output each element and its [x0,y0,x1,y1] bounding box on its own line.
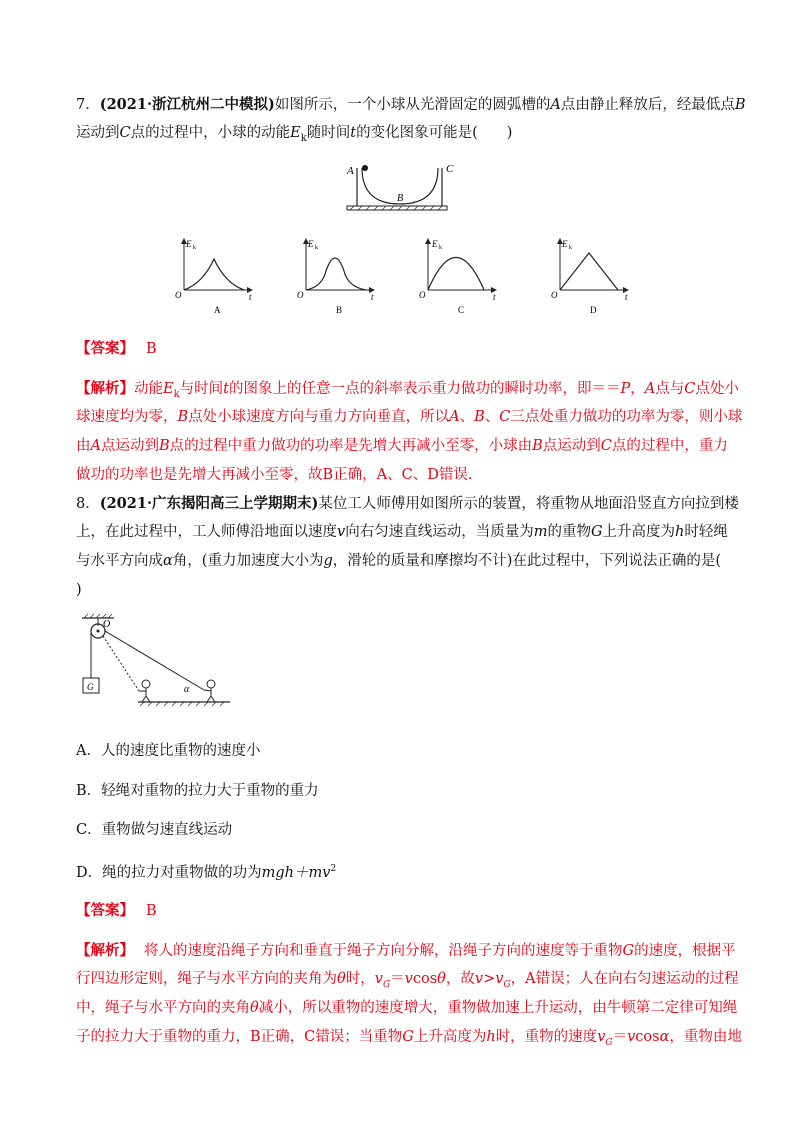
option-text: B．轻绳对重物的拉力大于重物的重力 [76,783,319,799]
question-7 [76,90,746,148]
analysis-var: B [158,438,170,454]
ball [362,165,368,171]
graph-label-t: t [625,292,628,302]
analysis-text: ，故 [445,971,475,987]
q8-text: 的重物 [547,524,591,540]
q8-var: α [163,553,173,569]
analysis-text: 时，重物的速度 [495,1029,598,1045]
analysis-text: 时， [345,971,375,987]
q7-text: 随时间 [306,125,351,141]
graph-label-o: O [419,290,426,300]
q7-text: 点由静止释放后，经最低点 [560,97,735,113]
q7-var: A [550,97,561,113]
analysis-var: v [474,971,484,987]
analysis-text: 点运动到 [542,438,601,454]
q7-text: 运动到 [76,125,120,141]
q7-groove-figure [340,158,458,216]
graph-label-o: O [551,290,558,300]
q8-var: m [533,524,548,540]
graph-a-curve [184,259,244,290]
analysis-label: 【解析】 [76,380,134,397]
fig-label-g: G [87,682,94,692]
q7-var: E [290,125,301,141]
fig-label-c: C [446,163,454,175]
graph-label-k: k [193,245,196,251]
q8-text: 某位工人师傅用如图所示的装置，将重物从地面沿竖直方向拉到楼 [318,496,739,512]
analysis-var: B [177,409,189,425]
q8-number: 8． [76,496,100,512]
graph-option-c: C [458,305,465,315]
q8-text: ) [76,582,82,598]
graph-label-ek: E [562,239,568,249]
analysis-var: θ [437,971,446,987]
option-text: D．绳的拉力对重物做的功为 [76,864,262,881]
graph-label-t: t [249,292,252,302]
graph-label-t: t [493,292,496,302]
graph-label-o: O [297,290,304,300]
analysis-text: cos [412,971,438,987]
analysis-text: 由 [76,438,91,454]
analysis-text: cos [635,1029,660,1045]
analysis-var: v [627,1029,636,1045]
analysis-var: A [90,438,101,454]
analysis-label: 【解析】 [76,942,134,959]
analysis-sub: G [605,1037,613,1048]
q8-var: G [590,524,603,540]
graph-b-curve [306,258,366,290]
q7-number: 7． [76,97,100,113]
analysis-sub: G [503,979,511,990]
analysis-text: 上升高度为 [413,1029,487,1045]
analysis-text: 行四边形定则，绳子与水平方向的夹角为 [76,971,337,987]
q7-analysis [76,374,743,490]
q8-var: h [675,524,685,540]
q7-text: 如图所示，一个小球从光滑固定的圆弧槽的 [274,97,551,113]
graph-label-ek: E [308,239,314,249]
analysis-var: α [659,1029,670,1045]
analysis-text: 的图象上的任意一点的斜率表示重力做功的瞬时功率，即＝＝ [228,381,621,397]
rope-solid [105,631,204,690]
q8-text: 上，在此过程中，工人师傅沿地面以速度 [76,524,337,540]
analysis-var: v [374,971,383,987]
analysis-text: > [483,971,496,987]
analysis-text: 点运动到 [100,438,159,454]
graph-b [297,239,374,315]
graph-label-ek: E [432,239,438,249]
q8-text: 与水平方向成 [76,553,163,569]
analysis-text: 与时间 [179,381,224,397]
analysis-text: 点的过程中，重力 [611,438,728,454]
rope-dotted [103,636,139,691]
q8-option-d [76,859,336,883]
q8-var: v [337,524,346,540]
q8-text: ，滑轮的质量和摩擦均不计)在此过程中，下列说法正确的是( [332,553,722,569]
analysis-text: 点与 [655,381,685,397]
analysis-var: C [499,409,511,425]
analysis-text: 、 [459,409,475,425]
analysis-sub: G [382,979,391,990]
person-1 [139,680,150,702]
analysis-var: v [495,971,504,987]
graph-label-t: t [371,292,374,302]
q7-text: 点的过程中，小球的动能 [130,125,291,141]
answer-label: 【答案】 [76,902,134,919]
q8-text: 角，(重力加速度大小为 [172,553,324,569]
fig-label-b: B [397,193,404,204]
analysis-text: 点的过程中重力做功的功率是先增大再减小至零，小球由 [169,438,533,454]
q8-text: 向右匀速直线运动，当质量为 [345,524,534,540]
analysis-var: P [620,381,631,397]
option-text: A．人的速度比重物的速度小 [76,743,261,759]
analysis-text: 、 [484,409,500,425]
analysis-text: ， [630,381,645,397]
option-text: C．重物做匀速直线运动 [76,822,233,838]
analysis-text: 的速度，根据平 [634,943,736,959]
q7-var: B [734,97,746,113]
analysis-text: 将人的速度沿绳子方向和垂直于绳子方向分解，沿绳子方向的速度等于重物 [144,943,623,959]
graph-label-k: k [439,245,442,251]
option-sup: 2 [330,864,337,874]
analysis-var: B [474,409,485,425]
answer-value: B [146,903,157,919]
analysis-var: v [597,1029,606,1045]
analysis-text: 动能 [134,381,163,397]
analysis-text: ，A错误；人在向右匀速运动的过程 [510,971,739,987]
graph-a [175,239,252,315]
analysis-var: G [402,1029,414,1045]
analysis-var: B [532,438,543,454]
person-2 [204,680,215,702]
answer-value: B [146,341,157,357]
analysis-var: C [600,438,612,454]
graph-label-o: O [175,290,182,300]
q8-pulley-figure [76,612,236,712]
groove-hatch [350,206,442,210]
q8-text: 上升高度为 [602,524,676,540]
fig-label-a: A [347,165,354,177]
q8-answer [76,899,157,920]
q7-answer [76,337,157,358]
analysis-text: 点处小球速度方向与重力方向垂直，所以 [188,409,450,425]
graph-label-k: k [569,245,572,251]
analysis-text: ，重物由地 [669,1029,742,1045]
graph-option-a: A [214,305,221,315]
q7-source: (2021·浙江杭州二中模拟) [99,96,275,113]
q8-option-a [76,741,260,761]
analysis-text: 减小，所以重物的速度增大，重物做加速上升运动，由牛顿第二定律可知绳 [258,1000,738,1016]
q7-var: C [119,125,131,141]
graph-c-curve [428,258,484,291]
graph-label-k: k [315,245,318,251]
analysis-text: ＝ [612,1029,628,1045]
analysis-var: C [684,381,696,397]
question-8 [76,489,739,605]
analysis-var: A [449,409,460,425]
analysis-var: h [486,1029,496,1045]
q8-option-b [76,781,319,801]
analysis-var: A [644,381,656,397]
analysis-text: 点处小 [695,381,739,397]
fig-label-o: O [103,619,111,630]
analysis-text: ＝ [390,971,405,987]
analysis-sub: k [173,388,180,400]
analysis-text: 三点处重力做功的功率为零，则小球 [510,409,743,425]
analysis-text: 中，绳子与水平方向的夹角 [76,1000,250,1016]
analysis-var: θ [250,1000,259,1016]
graph-label-ek: E [186,239,192,249]
q8-option-c [76,820,232,840]
q7-option-graphs [170,233,640,321]
analysis-text: 球速度均为零， [76,409,178,425]
graph-c [419,239,496,315]
q7-subscript: k [300,132,307,144]
answer-label: 【答案】 [76,340,134,357]
analysis-var: v [404,971,413,987]
q8-text: 时轻绳 [684,524,728,540]
q7-text: 的变化图象可能是( ) [356,125,513,141]
q8-source: (2021·广东揭阳高三上学期期末) [99,495,319,512]
q7-var: t [350,125,357,141]
q8-analysis [76,936,742,1052]
fig-label-alpha: α [184,684,190,695]
graph-option-d: D [590,305,597,315]
option-formula: mgh＋mv [261,864,331,881]
graph-d-curve [560,253,618,290]
q8-var: g [323,553,333,569]
analysis-text: 做功的功率也是先增大再减小至零，故B正确，A、C、D错误. [76,467,473,483]
graph-d [551,239,628,315]
analysis-var: G [622,943,635,959]
analysis-text: 子的拉力大于重物的重力，B正确，C错误；当重物 [76,1029,403,1045]
analysis-var: E [163,381,174,397]
graph-option-b: B [336,305,343,315]
analysis-var: θ [337,971,346,987]
analysis-var: t [223,381,229,397]
